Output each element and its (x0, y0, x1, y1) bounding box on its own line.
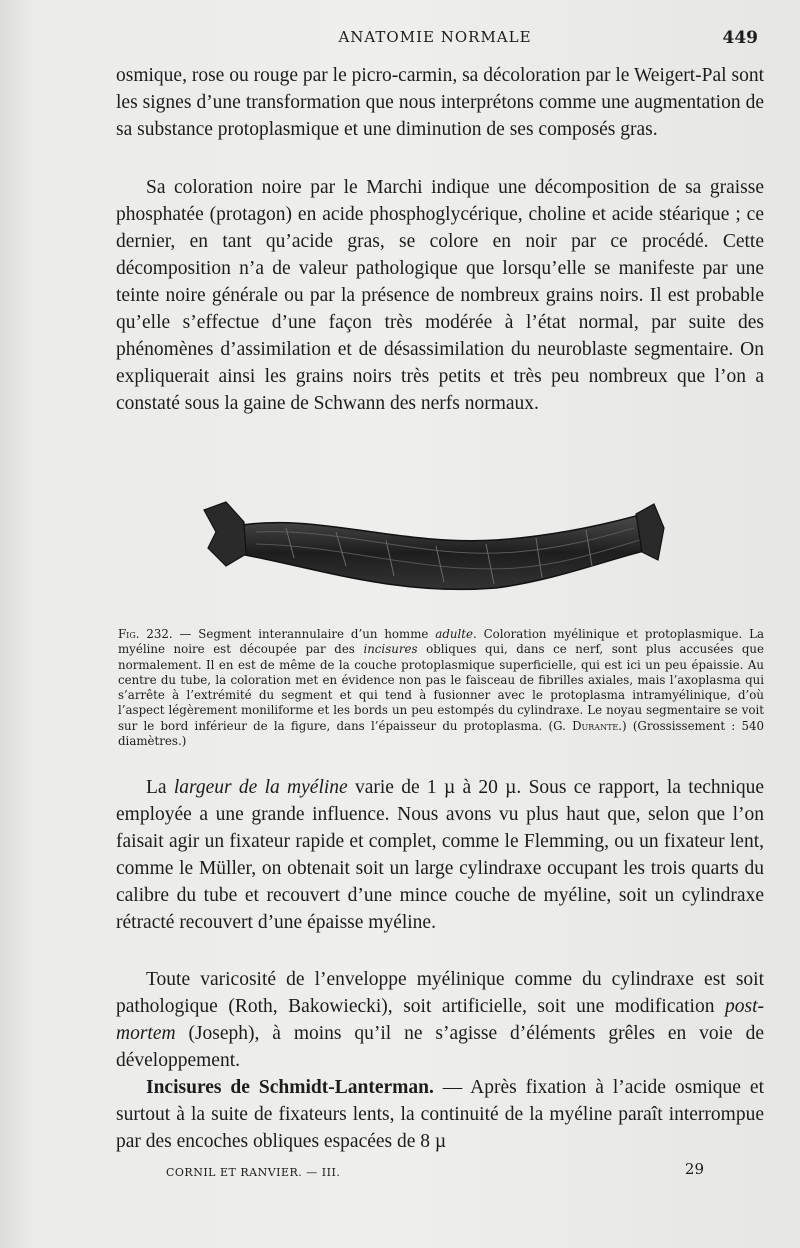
paragraph-text (116, 966, 764, 1074)
signature-mark: CORNIL ET RANVIER. — III. (166, 1166, 341, 1179)
paragraph-varicosite (116, 966, 764, 1074)
text-run: (Joseph), à moins qu’il ne s’agisse d’éléments grêles en voie de développement. (116, 1023, 764, 1071)
paragraph-marchi (116, 174, 764, 417)
caption-text: .) (Grossissement : 540 diamètres.) (118, 718, 764, 749)
section-heading: Incisures de Schmidt-Lanterman. (146, 1077, 434, 1098)
figure-caption (118, 627, 764, 749)
paragraph-largeur (116, 774, 764, 936)
caption-text: . Coloration myélinique et protoplasmique. La myéline noire est découpée par des (118, 627, 764, 657)
running-title: ANATOMIE NORMALE (338, 28, 532, 46)
paragraph-text: osmique, rose ou rouge par le picro-carmin, sa décoloration par le Weigert-Pal sont les signes d’une transformation que nous interprétons comme une augmentation de sa substance protoplasmique et une diminution de ses composés gras. (116, 65, 764, 140)
caption-author: Durante (572, 718, 619, 733)
paragraph-text: Sa coloration noire par le Marchi indique une décomposition de sa graisse phosphatée (protagon) en acide phosphoglycérique, choline et acide stéarique ; ce dernier, en tant qu’acide gras, se colore en noir par ce procédé. Cette décomposition n’a de valeur pathologique que lorsqu’elle se manifeste par une teinte noire générale ou par la présence de nombreux grains noirs. Il est probable qu’elle s’effectue d’une façon très modérée à l’état normal, par suite des phénomènes d’assimilation et de désassimilation du neuroblaste segmentaire. On expliquerait ainsi les grains noirs très petits et très peu nombreux que l’on a constaté sous la gaine de Schwann des nerfs normaux. (116, 177, 764, 414)
caption-emphasis: incisures (363, 642, 418, 657)
text-run: varie de 1 µ à 20 µ. Sous ce rapport, la technique employée a une grande influence. Nous avons vu plus haut que, selon que l’on faisait agir un fixateur rapide et complet, comme le Flemming, ou un fixateur lent, comme le Müller, on obtenait soit un large cylindraxe occupant les trois quarts du calibre du tube et recouvert d’une mince couche de myéline, soit un cylindraxe rétracté recouvert d’une épaisse myéline. (116, 777, 764, 933)
running-header (110, 26, 760, 50)
emphasis: post-mortem (116, 996, 764, 1044)
text-run: Toute varicosité de l’enveloppe myélinique comme du cylindraxe est soit pathologique (Roth, Bakowiecki), soit artificielle, soit une modification (116, 969, 764, 1017)
caption-text: obliques qui, dans ce nerf, sont plus accusées que normalement. Il en est de même de la couche protoplasmique superficielle, qui est ici un peu épaissie. Au centre du tube, la coloration met en évidence non pas le faisceau de fibrilles axiales, mais l’axoplasma qui s’arrête à l’extrémité du segment et qui tend à fusionner avec le protoplasma intramyélinique, d’où l’aspect légèrement moniliforme et les bords un peu estompés du cylindraxe. Le noyau segmentaire se voit sur le bord inférieur de la figure, dans l’épaisseur du protoplasma. (G. (118, 642, 764, 733)
nerve-segment-illustration (196, 488, 666, 608)
paragraph-continued (116, 62, 764, 143)
caption-text: — Segment interannulaire d’un homme (172, 627, 436, 641)
paragraph-text (116, 1074, 764, 1155)
page-number: 449 (722, 28, 758, 48)
page-footer (166, 1160, 706, 1180)
text-run: La (146, 777, 174, 798)
figure-label: Fig. 232. (118, 627, 173, 641)
paragraph-incisures (116, 1074, 764, 1155)
caption-emphasis: adulte (435, 627, 473, 641)
text-run: — Après fixation à l’acide osmique et surtout à la suite de fixateurs lents, la continuité de la myéline paraît interrompue par des encoches obliques espacées de 8 µ (116, 1077, 764, 1152)
paragraph-text (116, 774, 764, 936)
emphasis: largeur de la myéline (173, 777, 348, 798)
gathering-number: 29 (684, 1160, 704, 1178)
